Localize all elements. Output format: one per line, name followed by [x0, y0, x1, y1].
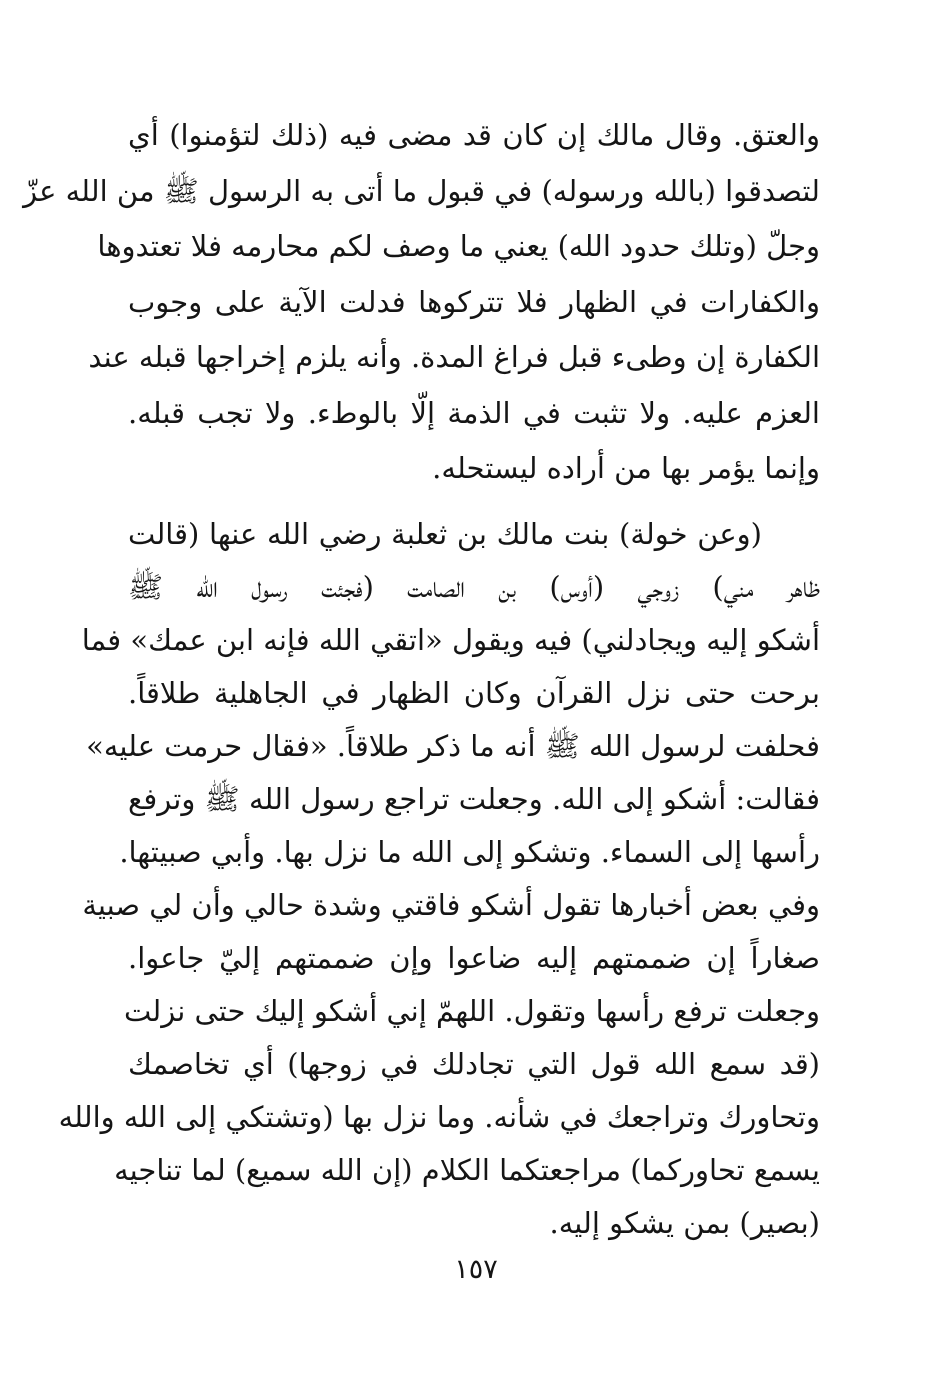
paragraph-line: والعتق. وقال مالك إن كان قد مضى فيه (ذلك لتؤمنوا) أي [128, 118, 820, 152]
paragraph-line: يسمع تحاوركما) مراجعتكما الكلام (إن الله سميع) لما تناجيه [114, 1153, 820, 1187]
paragraph-line: فحلفت لرسول الله ﷺ أنه ما ذكر طلاقاً. «فقال حرمت عليه» [86, 729, 820, 763]
paragraph-line: وفي بعض أخبارها تقول أشكو فاقتي وشدة حالي وأن لي صبية [82, 888, 820, 922]
paragraph-line: وجعلت ترفع رأسها وتقول. اللهمّ إني أشكو إليك حتى نزلت [123, 994, 820, 1028]
paragraph-line: العزم عليه. ولا تثبت في الذمة إلّا بالوطء. ولا تجب قبله. [128, 395, 820, 430]
paragraph-line: أشكو إليه ويجادلني) فيه ويقول «اتقي الله فإنه ابن عمك» فما [81, 623, 820, 657]
paragraph-line: صغاراً إن ضممتهم إليه ضاعوا وإن ضممتهم إليّ جاعوا. [128, 941, 820, 975]
paragraph-line: وتحاورك وتراجعك في شأنه. وما نزل بها (وتشتكي إلى الله والله [58, 1100, 820, 1134]
paragraph-line: (قد سمع الله قول التي تجادلك في زوجها) أي تخاصمك [128, 1047, 820, 1081]
paragraph-line: وجلّ (وتلك حدود الله) يعني ما وصف لكم محارمه فلا تعتدوها [97, 229, 820, 263]
page-number: ١٥٧ [454, 1254, 498, 1285]
paragraph-line: (وعن خولة) بنت مالك بن ثعلبة رضي الله عنها (قالت [128, 517, 762, 551]
paragraph-line: برحت حتى نزل القرآن وكان الظهار في الجاهلية طلاقاً. [128, 676, 820, 710]
paragraph-line: رأسها إلى السماء. وتشكو إلى الله ما نزل بها. وأبي صبيتها. [119, 835, 820, 869]
paragraph-line: لتصدقوا (بالله ورسوله) في قبول ما أتى به الرسول ﷺ من الله عزّ [23, 173, 820, 208]
paragraph-line: فقالت: أشكو إلى الله. وجعلت تراجع رسول الله ﷺ وترفع [128, 782, 820, 816]
paragraph-2 [58, 508, 820, 1244]
paragraph-line: وإنما يؤمر بها من أراده ليستحله. [432, 451, 820, 485]
paragraph-line: والكفارات في الظهار فلا تتركوها فدلت الآية على وجوب [128, 284, 820, 319]
paragraph-1 [23, 108, 820, 497]
paragraph-line: ظاهر مني) زوجي (أوس) بن الصامت (فجئت رسول الله ﷺ [128, 570, 820, 604]
paragraph-line: (بصير) بمن يشكو إليه. [549, 1206, 820, 1240]
paragraph-line: الكفارة إن وطىء قبل فراغ المدة. وأنه يلزم إخراجها قبله عند [88, 340, 820, 374]
